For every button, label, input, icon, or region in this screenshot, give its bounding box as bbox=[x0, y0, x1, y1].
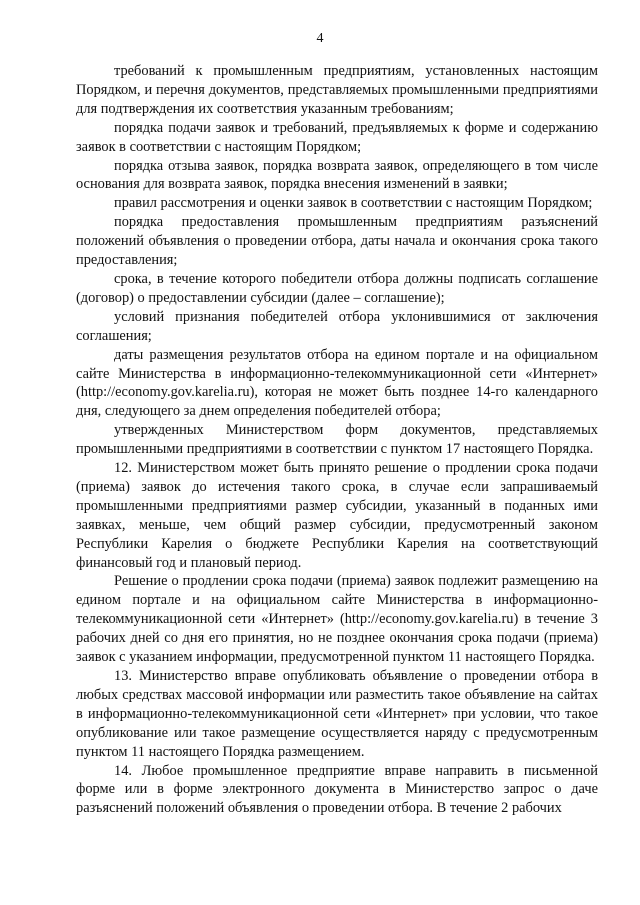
paragraph-2: порядка подачи заявок и требований, предъявляемых к форме и содержанию заявок в соответствии с настоящим Порядком; bbox=[76, 119, 598, 155]
page-number: 4 bbox=[316, 31, 324, 46]
paragraph-13: 14. Любое промышленное предприятие вправе направить в письменной форме или в форме электронного документа в Министерство запрос о даче разъяснений положений объявления о проведении отбора. В течение 2 рабочих bbox=[76, 762, 598, 817]
paragraph-3: порядка отзыва заявок, порядка возврата заявок, определяющего в том числе основания для возврата заявок, порядка внесения изменений в заявки; bbox=[76, 157, 598, 193]
paragraph-8: даты размещения результатов отбора на едином портале и на официальном сайте Министерства в информационно-телекоммуникационной сети «Интернет» (http://economy.gov.karelia.ru), которая не может быть позднее 14-го календарного дня, следующего за днем определения победителей отбора; bbox=[76, 346, 598, 420]
paragraph-6: срока, в течение которого победители отбора должны подписать соглашение (договор) о предоставлении субсидии (далее – соглашение); bbox=[76, 270, 598, 306]
body-text bbox=[76, 62, 598, 818]
paragraph-1: требований к промышленным предприятиям, установленных настоящим Порядком, и перечня документов, представляемых промышленными предприятиями для подтверждения их соответствия указанным требованиям; bbox=[76, 63, 598, 117]
paragraph-5: порядка предоставления промышленным предприятиям разъяснений положений объявления о проведении отбора, даты начала и окончания срока такого предоставления; bbox=[76, 214, 598, 269]
paragraph-9: утвержденных Министерством форм документов, представляемых промышленными предприятиями в соответствии с пунктом 17 настоящего Порядка. bbox=[76, 422, 598, 458]
paragraph-4: правил рассмотрения и оценки заявок в соответствии с настоящим Порядком; bbox=[114, 195, 593, 212]
paragraph-10: 12. Министерством может быть принято решение о продлении срока подачи (приема) заявок до истечения такого срока, в случае если запрашиваемый промышленными предприятиями размер субсидии, указанный в поданных ими заявках, меньше, чем общий размер субсидии, предусмотренный законом Республики Карелия о бюджете Республики Карелия на соответствующий финансовый год и плановый период. bbox=[76, 460, 598, 571]
paragraph-12: 13. Министерство вправе опубликовать объявление о проведении отбора в любых средствах массовой информации или разместить такое объявление на сайтах в информационно-телекоммуникационной сети «Интернет» при условии, что такое опубликование или такое размещение осуществляется наряду с предусмотренным пунктом 11 настоящего Порядка размещением. bbox=[76, 668, 598, 760]
paragraph-11: Решение о продлении срока подачи (приема) заявок подлежит размещению на едином портале и на официальном сайте Министерства в информационно-телекоммуникационной сети «Интернет» (http://economy.gov.karelia.ru) в течение 3 рабочих дней со дня его принятия, но не позднее окончания срока подачи (приема) заявок с указанием информации, предусмотренной пунктом 11 настоящего Порядка. bbox=[76, 573, 598, 666]
paragraph-7: условий признания победителей отбора уклонившимися от заключения соглашения; bbox=[76, 308, 598, 344]
